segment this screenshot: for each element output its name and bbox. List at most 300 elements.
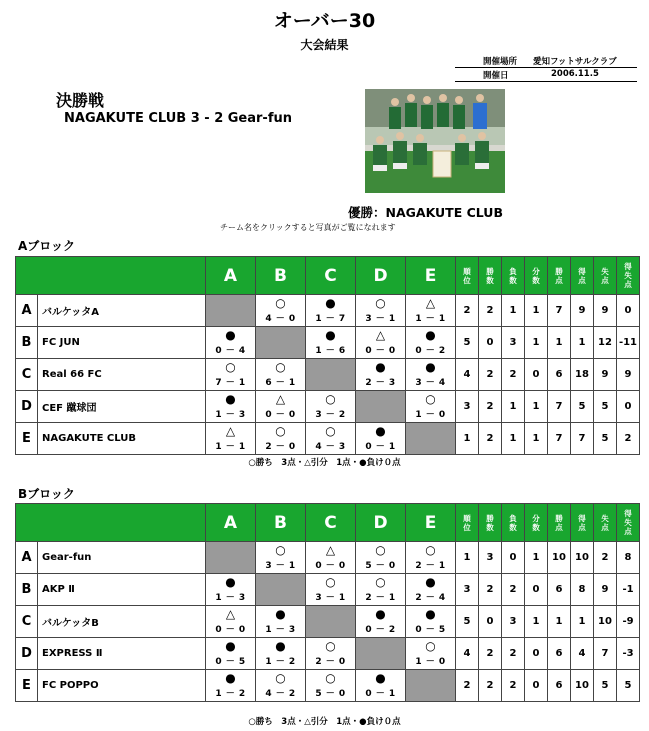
row-letter: A — [16, 295, 38, 327]
result-mark-icon: ○ — [275, 671, 286, 685]
match-cell — [306, 295, 356, 327]
match-cell — [356, 423, 406, 455]
result-mark-icon: △ — [325, 543, 336, 557]
stat-value: 2 — [479, 423, 502, 455]
match-cell — [356, 670, 406, 702]
stat-value: 9 — [571, 295, 594, 327]
stat-value: 2 — [502, 638, 525, 670]
match-score: 4 － 2 — [265, 689, 296, 699]
stat-value: 6 — [548, 670, 571, 702]
row-letter: B — [16, 574, 38, 606]
match-cell — [406, 327, 456, 359]
stat-value: 3 — [479, 542, 502, 574]
result-mark-icon: ○ — [275, 296, 286, 310]
stat-column-header — [594, 257, 617, 295]
stat-value: 10 — [594, 606, 617, 638]
stat-column-header — [502, 504, 525, 542]
match-cell — [256, 606, 306, 638]
stat-column-header — [456, 257, 479, 295]
opponent-column-header: B — [256, 257, 306, 295]
stat-value: 2 — [479, 638, 502, 670]
result-mark-icon: ○ — [325, 575, 336, 589]
stat-column-header — [594, 504, 617, 542]
stat-value: -9 — [617, 606, 640, 638]
stat-value: 5 — [571, 391, 594, 423]
table-row — [16, 327, 640, 359]
stat-value: 12 — [594, 327, 617, 359]
match-score: 2 － 1 — [415, 561, 446, 571]
row-letter: D — [16, 638, 38, 670]
page-title: オーバー30 — [273, 10, 376, 32]
table-row — [16, 574, 640, 606]
stat-value: 1 — [548, 606, 571, 638]
match-score: 5 － 0 — [365, 561, 396, 571]
row-letter: C — [16, 606, 38, 638]
stat-value: 1 — [571, 327, 594, 359]
result-mark-icon: ● — [225, 575, 236, 589]
result-mark-icon: ● — [225, 392, 236, 406]
opponent-column-header: A — [206, 504, 256, 542]
click-note: チーム名をクリックすると写真がご覧になれます — [220, 223, 396, 232]
stat-column-header — [548, 504, 571, 542]
stat-header-label: 勝点 — [555, 513, 563, 532]
match-cell — [306, 327, 356, 359]
stat-value: 0 — [525, 359, 548, 391]
self-match-cell — [356, 391, 406, 423]
result-mark-icon: ○ — [375, 575, 386, 589]
match-cell — [306, 638, 356, 670]
stat-value: 9 — [617, 359, 640, 391]
result-mark-icon: ● — [425, 607, 436, 621]
results-table — [15, 256, 640, 455]
match-score: 4 － 3 — [315, 442, 346, 452]
match-score: 1 － 2 — [215, 689, 246, 699]
opponent-column-header: C — [306, 257, 356, 295]
stat-value: 9 — [594, 574, 617, 606]
team-name-link[interactable]: AKP Ⅱ — [38, 574, 206, 606]
stat-value: 2 — [617, 423, 640, 455]
stat-value: 10 — [571, 542, 594, 574]
stat-value: 2 — [502, 359, 525, 391]
match-score: 7 － 1 — [215, 378, 246, 388]
stat-header-label: 得失点 — [624, 262, 632, 289]
stat-value: 1 — [502, 391, 525, 423]
result-mark-icon: ○ — [325, 639, 336, 653]
stat-value: 1 — [525, 327, 548, 359]
result-mark-icon: ● — [375, 671, 386, 685]
self-match-cell — [206, 542, 256, 574]
team-name-link[interactable]: バルケッタB — [38, 606, 206, 638]
results-table — [15, 503, 640, 702]
stat-value: 9 — [594, 359, 617, 391]
match-score: 0 － 0 — [315, 561, 346, 571]
match-score: 0 － 1 — [365, 442, 396, 452]
match-score: 1 － 0 — [415, 410, 446, 420]
block-b-label: Bブロック — [18, 487, 75, 501]
stat-column-header — [456, 504, 479, 542]
self-match-cell — [206, 295, 256, 327]
row-letter: A — [16, 542, 38, 574]
row-letter: C — [16, 359, 38, 391]
result-mark-icon: ● — [225, 639, 236, 653]
stat-column-header — [571, 257, 594, 295]
match-score: 3 － 1 — [365, 314, 396, 324]
stat-value: 6 — [548, 638, 571, 670]
result-mark-icon: ○ — [275, 360, 286, 374]
final-result: NAGAKUTE CLUB 3 - 2 Gear-fun — [64, 111, 292, 126]
team-name-link[interactable]: CEF 蹴球団 — [38, 391, 206, 423]
match-score: 3 － 1 — [265, 561, 296, 571]
match-cell — [406, 638, 456, 670]
row-letter: E — [16, 423, 38, 455]
stat-value: 5 — [594, 423, 617, 455]
stat-value: 4 — [456, 359, 479, 391]
team-name-link[interactable]: FC JUN — [38, 327, 206, 359]
stat-column-header — [525, 504, 548, 542]
stat-value: 5 — [594, 391, 617, 423]
venue-label: 開催場所 — [483, 57, 518, 67]
stat-value: 7 — [548, 423, 571, 455]
result-mark-icon: ● — [375, 360, 386, 374]
stat-header-label: 順位 — [463, 513, 471, 532]
stat-value: 2 — [502, 574, 525, 606]
match-score: 0 － 5 — [415, 625, 446, 635]
stat-value: 1 — [525, 542, 548, 574]
result-mark-icon: ○ — [375, 296, 386, 310]
stat-value: 9 — [594, 295, 617, 327]
stat-column-header — [502, 257, 525, 295]
stat-header-label: 勝数 — [486, 513, 494, 532]
stat-value: 2 — [502, 670, 525, 702]
stat-value: -1 — [617, 574, 640, 606]
stat-value: 1 — [502, 423, 525, 455]
stat-value: 1 — [502, 295, 525, 327]
stat-value: 8 — [617, 542, 640, 574]
result-mark-icon: △ — [225, 607, 236, 621]
stat-value: 1 — [571, 606, 594, 638]
stat-value: 2 — [479, 574, 502, 606]
result-mark-icon: ● — [425, 575, 436, 589]
stat-value: -3 — [617, 638, 640, 670]
match-score: 0 － 0 — [215, 625, 246, 635]
match-cell — [256, 423, 306, 455]
stat-value: 2 — [479, 391, 502, 423]
match-cell — [406, 574, 456, 606]
opponent-column-header: B — [256, 504, 306, 542]
match-score: 0 － 5 — [215, 657, 246, 667]
self-match-cell — [256, 327, 306, 359]
stat-value: 3 — [456, 391, 479, 423]
date-value: 2006.11.5 — [551, 69, 599, 79]
result-mark-icon: ○ — [375, 543, 386, 557]
result-mark-icon: ○ — [425, 639, 436, 653]
stat-value: 7 — [571, 423, 594, 455]
venue-value: 愛知フットサルクラブ — [533, 57, 617, 67]
stat-value: -11 — [617, 327, 640, 359]
stat-value: 3 — [502, 606, 525, 638]
stat-header-label: 得失点 — [624, 509, 632, 536]
stat-value: 8 — [571, 574, 594, 606]
result-mark-icon: ● — [325, 328, 336, 342]
result-mark-icon: ○ — [225, 360, 236, 374]
opponent-column-header: C — [306, 504, 356, 542]
stat-header-label: 得点 — [578, 266, 586, 285]
result-mark-icon: ● — [275, 639, 286, 653]
table-header — [16, 504, 640, 542]
stat-value: 0 — [525, 638, 548, 670]
self-match-cell — [406, 423, 456, 455]
match-score: 2 － 1 — [365, 593, 396, 603]
match-cell — [356, 327, 406, 359]
venue-row — [455, 54, 637, 68]
stat-value: 5 — [617, 670, 640, 702]
match-score: 0 － 1 — [365, 689, 396, 699]
stat-value: 3 — [502, 327, 525, 359]
match-cell — [406, 295, 456, 327]
stat-value: 5 — [456, 606, 479, 638]
match-score: 1 － 3 — [215, 410, 246, 420]
match-cell — [306, 670, 356, 702]
match-cell — [306, 574, 356, 606]
match-cell — [356, 606, 406, 638]
match-cell — [406, 542, 456, 574]
team-name-link[interactable]: NAGAKUTE CLUB — [38, 423, 206, 455]
result-mark-icon: ○ — [425, 392, 436, 406]
stat-value: 1 — [456, 542, 479, 574]
stat-header-label: 順位 — [463, 266, 471, 285]
stat-value: 0 — [617, 295, 640, 327]
stat-header-label: 失点 — [601, 513, 609, 532]
stat-value: 4 — [456, 638, 479, 670]
result-mark-icon: ○ — [325, 671, 336, 685]
match-score: 0 － 0 — [365, 346, 396, 356]
stat-header-label: 分数 — [532, 513, 540, 532]
team-photo[interactable] — [365, 89, 505, 193]
stat-value: 1 — [525, 295, 548, 327]
stat-value: 6 — [548, 359, 571, 391]
stat-value: 0 — [502, 542, 525, 574]
match-cell — [206, 391, 256, 423]
result-mark-icon: △ — [425, 296, 436, 310]
match-score: 0 － 2 — [415, 346, 446, 356]
stat-value: 1 — [548, 327, 571, 359]
team-name-link[interactable]: バルケッタA — [38, 295, 206, 327]
table-row — [16, 295, 640, 327]
header-blank — [16, 257, 206, 295]
table-row — [16, 638, 640, 670]
stat-column-header — [571, 504, 594, 542]
team-name-link[interactable]: Real 66 FC — [38, 359, 206, 391]
team-name-link[interactable]: EXPRESS Ⅱ — [38, 638, 206, 670]
stat-value: 10 — [571, 670, 594, 702]
match-score: 2 － 0 — [265, 442, 296, 452]
stat-value: 2 — [456, 670, 479, 702]
match-cell — [406, 606, 456, 638]
match-score: 3 － 4 — [415, 378, 446, 388]
row-letter: E — [16, 670, 38, 702]
match-cell — [206, 423, 256, 455]
stat-column-header — [479, 257, 502, 295]
match-score: 2 － 0 — [315, 657, 346, 667]
match-cell — [206, 327, 256, 359]
result-mark-icon: ○ — [325, 424, 336, 438]
stat-column-header — [525, 257, 548, 295]
opponent-column-header: D — [356, 257, 406, 295]
stat-value: 0 — [525, 670, 548, 702]
stat-value: 4 — [571, 638, 594, 670]
match-cell — [206, 574, 256, 606]
table-row — [16, 606, 640, 638]
result-mark-icon: ● — [375, 607, 386, 621]
match-cell — [206, 638, 256, 670]
result-mark-icon: ○ — [425, 543, 436, 557]
table-row — [16, 670, 640, 702]
result-mark-icon: ● — [275, 607, 286, 621]
match-score: 1 － 3 — [215, 593, 246, 603]
match-cell — [256, 638, 306, 670]
stat-value: 1 — [456, 423, 479, 455]
stat-value: 5 — [594, 670, 617, 702]
winner-label: 優勝：NAGAKUTE CLUB — [348, 205, 503, 220]
stat-value: 18 — [571, 359, 594, 391]
result-mark-icon: ● — [375, 424, 386, 438]
match-score: 2 － 3 — [365, 378, 396, 388]
stat-value: 2 — [479, 359, 502, 391]
stat-value: 2 — [479, 295, 502, 327]
match-cell — [256, 295, 306, 327]
match-score: 6 － 1 — [265, 378, 296, 388]
stat-value: 2 — [594, 542, 617, 574]
match-score: 1 － 3 — [265, 625, 296, 635]
header-blank — [16, 504, 206, 542]
stat-column-header — [548, 257, 571, 295]
stat-column-header — [617, 257, 640, 295]
match-cell — [406, 391, 456, 423]
self-match-cell — [306, 359, 356, 391]
table-row — [16, 542, 640, 574]
match-score: 4 － 0 — [265, 314, 296, 324]
final-heading: 決勝戦 — [56, 91, 105, 110]
stat-header-label: 得点 — [578, 513, 586, 532]
result-mark-icon: ● — [325, 296, 336, 310]
self-match-cell — [306, 606, 356, 638]
match-score: 0 － 4 — [215, 346, 246, 356]
match-score: 3 － 2 — [315, 410, 346, 420]
match-cell — [206, 670, 256, 702]
table-header — [16, 257, 640, 295]
stat-value: 7 — [548, 391, 571, 423]
stat-value: 0 — [479, 606, 502, 638]
result-mark-icon: ○ — [275, 424, 286, 438]
team-name-link[interactable]: Gear-fun — [38, 542, 206, 574]
result-mark-icon: △ — [375, 328, 386, 342]
stat-column-header — [479, 504, 502, 542]
date-row — [455, 68, 637, 82]
page-subtitle: 大会結果 — [300, 38, 349, 52]
match-score: 2 － 4 — [415, 593, 446, 603]
block-a-label: Aブロック — [18, 239, 76, 253]
match-cell — [256, 391, 306, 423]
stat-value: 6 — [548, 574, 571, 606]
stat-value: 7 — [594, 638, 617, 670]
stat-value: 10 — [548, 542, 571, 574]
stat-header-label: 失点 — [601, 266, 609, 285]
stat-value: 0 — [617, 391, 640, 423]
match-score: 1 － 6 — [315, 346, 346, 356]
match-score: 3 － 1 — [315, 593, 346, 603]
opponent-column-header: D — [356, 504, 406, 542]
result-mark-icon: ● — [425, 328, 436, 342]
match-cell — [356, 359, 406, 391]
stat-value: 0 — [525, 574, 548, 606]
row-letter: D — [16, 391, 38, 423]
match-score: 0 － 0 — [265, 410, 296, 420]
legend: ○勝ち 3点・△引分 1点・●負け０点 — [248, 458, 401, 468]
stat-header-label: 分数 — [532, 266, 540, 285]
stat-value: 3 — [456, 574, 479, 606]
match-cell — [306, 391, 356, 423]
match-cell — [306, 423, 356, 455]
result-mark-icon: ● — [225, 328, 236, 342]
match-cell — [256, 359, 306, 391]
row-letter: B — [16, 327, 38, 359]
match-score: 1 － 1 — [215, 442, 246, 452]
result-mark-icon: △ — [225, 424, 236, 438]
opponent-column-header: E — [406, 504, 456, 542]
opponent-column-header: A — [206, 257, 256, 295]
match-cell — [206, 606, 256, 638]
match-cell — [256, 670, 306, 702]
opponent-column-header: E — [406, 257, 456, 295]
self-match-cell — [356, 638, 406, 670]
stat-header-label: 負数 — [509, 266, 517, 285]
team-name-link[interactable]: FC POPPO — [38, 670, 206, 702]
stat-value: 1 — [525, 606, 548, 638]
match-score: 1 － 0 — [415, 657, 446, 667]
match-cell — [356, 295, 406, 327]
self-match-cell — [256, 574, 306, 606]
legend-b: ○勝ち 3点・△引分 1点・●負け０点 — [248, 717, 401, 727]
stat-header-label: 負数 — [509, 513, 517, 532]
date-label: 開催日 — [483, 71, 509, 81]
table-row — [16, 423, 640, 455]
stat-header-label: 勝点 — [555, 266, 563, 285]
match-cell — [406, 359, 456, 391]
stat-value: 1 — [525, 391, 548, 423]
stat-value: 0 — [479, 327, 502, 359]
result-mark-icon: △ — [275, 392, 286, 406]
match-score: 1 － 2 — [265, 657, 296, 667]
match-score: 1 － 1 — [415, 314, 446, 324]
match-score: 0 － 2 — [365, 625, 396, 635]
table-row — [16, 359, 640, 391]
match-score: 1 － 7 — [315, 314, 346, 324]
stat-value: 2 — [479, 670, 502, 702]
match-cell — [206, 359, 256, 391]
result-mark-icon: ○ — [325, 392, 336, 406]
match-cell — [356, 574, 406, 606]
result-mark-icon: ● — [225, 671, 236, 685]
table-row — [16, 391, 640, 423]
self-match-cell — [406, 670, 456, 702]
result-mark-icon: ● — [425, 360, 436, 374]
stat-value: 7 — [548, 295, 571, 327]
match-score: 5 － 0 — [315, 689, 346, 699]
stat-value: 5 — [456, 327, 479, 359]
match-cell — [256, 542, 306, 574]
stat-header-label: 勝数 — [486, 266, 494, 285]
result-mark-icon: ○ — [275, 543, 286, 557]
